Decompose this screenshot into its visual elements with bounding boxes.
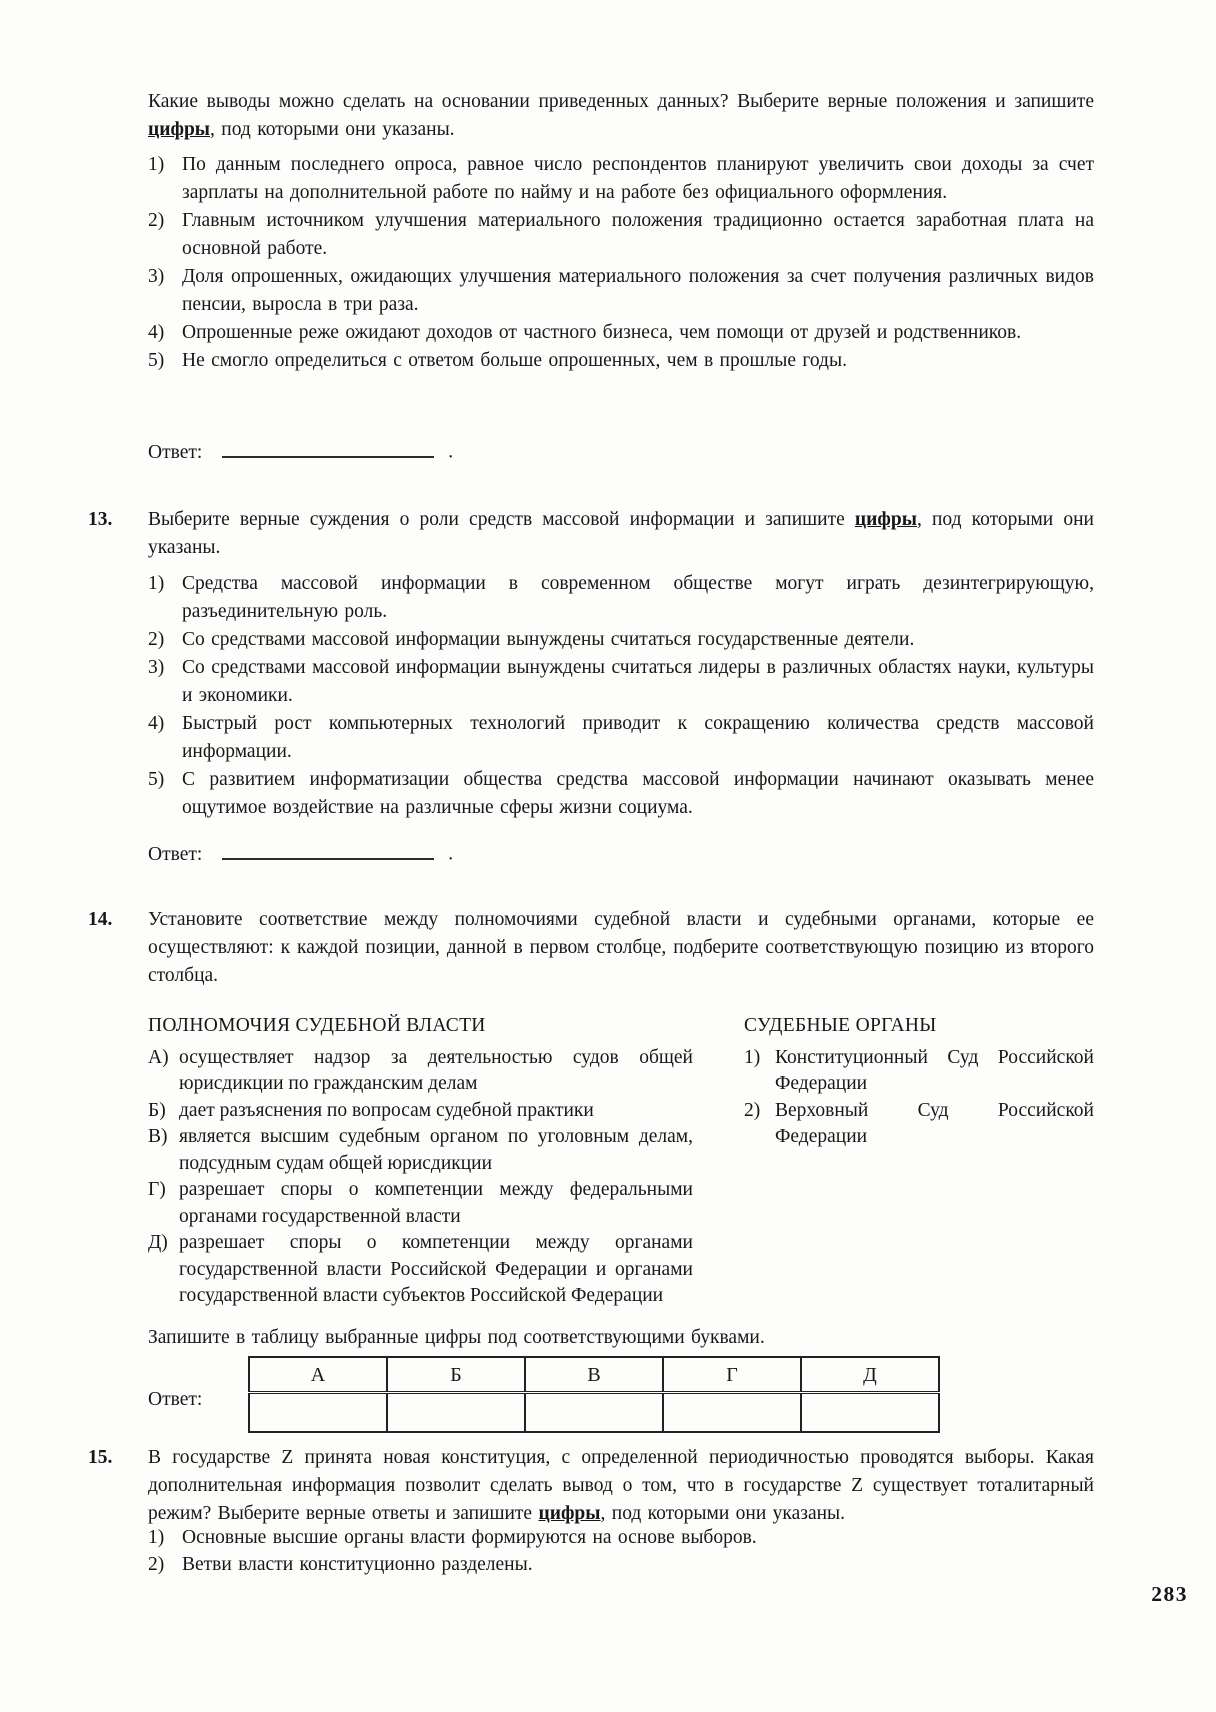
option-row	[148, 263, 1094, 319]
answer-label: Ответ:	[148, 1389, 203, 1410]
question-top-options	[148, 151, 1094, 375]
answer-table-input-row	[249, 1393, 939, 1433]
option-row	[148, 347, 1094, 375]
answer-period: .	[448, 843, 454, 865]
match-left-header: ПОЛНОМОЧИЯ СУДЕБНОЙ ВЛАСТИ	[148, 1015, 486, 1036]
question-14-stem-block	[88, 906, 1094, 990]
answer-table-header: Д	[801, 1357, 939, 1393]
match-item	[744, 1045, 1094, 1098]
answer-table	[248, 1356, 940, 1433]
option-row	[148, 1525, 1094, 1552]
option-row	[148, 570, 1094, 626]
stem-text-post: , под которыми они указаны.	[600, 1503, 846, 1524]
question-stem	[148, 506, 1094, 562]
question-14-columns	[148, 1013, 1094, 1310]
match-item-text: Верховный Суд Российской Федерации	[775, 1099, 1094, 1147]
option-text: По данным последнего опроса, равное число респондентов планируют увеличить свои доходы за счет зарплаты на дополнительной работе по найму и на работе без официального оформления.	[182, 154, 1094, 203]
option-number: 2)	[148, 629, 165, 650]
option-text: Ветви власти конституционно разделены.	[182, 1553, 533, 1575]
option-number: 1)	[148, 154, 165, 175]
answer-table-header: А	[249, 1357, 387, 1393]
option-number: 4)	[148, 322, 165, 343]
match-item-letter: Б)	[148, 1099, 166, 1121]
answer-table-header: Б	[387, 1357, 525, 1393]
question-number: 13.	[88, 509, 113, 530]
answer-row	[148, 838, 1094, 869]
match-item-letter: Г)	[148, 1179, 166, 1200]
option-row	[148, 1552, 1094, 1579]
answer-cell[interactable]	[801, 1393, 939, 1433]
option-number: 2)	[148, 210, 165, 231]
option-text: Со средствами массовой информации вынуждены считаться лидеры в различных областях науки, культуры и экономики.	[182, 657, 1094, 706]
answer-table-header: Г	[663, 1357, 801, 1393]
question-15-options	[148, 1525, 1094, 1578]
stem-text-pre: В государстве Z принята новая конституция, с определенной периодичностью проводятся выборы. Какая дополнительная информация позволит сделать вывод о том, что в государстве Z существует тоталитарный режим? Выберите верные ответы и запишите	[148, 1447, 1094, 1524]
option-row	[148, 710, 1094, 766]
stem-text-post: , под которыми они указаны.	[210, 119, 455, 140]
option-number: 4)	[148, 713, 165, 734]
question-14-answer-block	[148, 1356, 1094, 1433]
option-row	[148, 626, 1094, 654]
option-text: С развитием информатизации общества средства массовой информации начинают оказывать менее ощутимое воздействие на различные сферы жизни социума.	[182, 769, 1094, 818]
answer-label: Ответ:	[148, 843, 203, 865]
answer-cell[interactable]	[663, 1393, 801, 1433]
match-item-text: разрешает споры о компетенции между федеральными органами государственной власти	[179, 1179, 693, 1227]
option-number: 3)	[148, 657, 165, 678]
match-item	[148, 1230, 693, 1310]
match-item-text: осуществляет надзор за деятельностью судов общей юрисдикции по гражданским делам	[179, 1046, 693, 1094]
option-row	[148, 654, 1094, 710]
option-text: Со средствами массовой информации вынуждены считаться государственные деятели.	[182, 629, 915, 650]
question-stem: Установите соответствие между полномочиями судебной власти и судебными органами, которые ее осуществляют: к каждой позиции, данной в первом столбце, подберите соответствующую позицию из второго столбца.	[148, 909, 1094, 986]
match-left-column	[148, 1013, 693, 1310]
page-number: 283	[1151, 1582, 1188, 1606]
stem-text-post: , под которыми они указаны.	[148, 509, 1094, 558]
match-item-text: дает разъяснения по вопросам судебной практики	[179, 1099, 594, 1121]
option-text: Опрошенные реже ожидают доходов от частного бизнеса, чем помощи от друзей и родственников.	[182, 322, 1022, 343]
option-number: 5)	[148, 350, 165, 371]
match-right-header: СУДЕБНЫЕ ОРГАНЫ	[744, 1015, 937, 1036]
match-item-letter: А)	[148, 1046, 169, 1068]
match-item-number: 1)	[744, 1046, 761, 1068]
answer-cell[interactable]	[525, 1393, 663, 1433]
question-13-options	[148, 570, 1094, 822]
match-item-number: 2)	[744, 1099, 761, 1121]
option-text: Главным источником улучшения материального положения традиционно остается заработная плата на основной работе.	[182, 210, 1094, 259]
question-stem	[148, 1444, 1094, 1528]
option-text: Не смогло определиться с ответом больше опрошенных, чем в прошлые годы.	[182, 350, 847, 371]
stem-keyword: цифры	[854, 509, 917, 530]
match-item	[148, 1177, 693, 1230]
answer-cell[interactable]	[249, 1393, 387, 1433]
option-number: 3)	[148, 266, 165, 287]
answer-blank[interactable]	[222, 436, 434, 458]
option-number: 1)	[148, 573, 165, 594]
option-text: Основные высшие органы власти формируются на основе выборов.	[182, 1527, 757, 1548]
match-item	[148, 1098, 693, 1125]
question-top-stem-block	[148, 88, 1094, 144]
option-number: 1)	[148, 1527, 165, 1548]
question-stem	[148, 88, 1094, 144]
option-text: Быстрый рост компьютерных технологий приводит к сокращению количества средств массовой информации.	[182, 713, 1094, 762]
stem-text-pre: Выберите верные суждения о роли средств массовой информации и запишите	[148, 509, 855, 530]
match-item-text: является высшим судебным органом по уголовным делам, подсудным судам общей юрисдикции	[179, 1126, 693, 1174]
stem-text-pre: Какие выводы можно сделать на основании приведенных данных? Выберите верные положения и запишите	[148, 91, 1094, 112]
instruction-text: Запишите в таблицу выбранные цифры под соответствующими буквами.	[148, 1327, 765, 1348]
stem-keyword: цифры	[148, 119, 211, 140]
answer-table-header-row	[249, 1357, 939, 1393]
option-row	[148, 151, 1094, 207]
option-number: 5)	[148, 769, 165, 790]
answer-table-header: В	[525, 1357, 663, 1393]
match-item	[148, 1045, 693, 1098]
question-14-instruction	[148, 1324, 1094, 1352]
match-item-text: разрешает споры о компетенции между органами государственной власти Российской Федерации и органами государственной власти субъектов Российской Федерации	[179, 1232, 693, 1306]
question-15-stem-block	[88, 1444, 1094, 1528]
option-number: 2)	[148, 1553, 165, 1575]
answer-cell[interactable]	[387, 1393, 525, 1433]
option-row	[148, 766, 1094, 822]
question-number: 14.	[88, 909, 113, 930]
match-item-letter: Д)	[148, 1232, 168, 1253]
answer-label: Ответ:	[148, 441, 203, 463]
option-row	[148, 207, 1094, 263]
option-text: Средства массовой информации в современном обществе могут играть дезинтегрирующую, разъединительную роль.	[182, 573, 1094, 622]
match-right-column	[744, 1013, 1094, 1310]
question-number: 15.	[88, 1447, 113, 1468]
option-text: Доля опрошенных, ожидающих улучшения материального положения за счет получения различных видов пенсии, выросла в три раза.	[182, 266, 1094, 315]
answer-row	[148, 436, 1094, 467]
match-item-letter: В)	[148, 1126, 168, 1147]
question-13-stem-block	[88, 506, 1094, 562]
stem-keyword: цифры	[538, 1503, 601, 1524]
answer-blank[interactable]	[222, 838, 434, 860]
option-row	[148, 319, 1094, 347]
match-item-text: Конституционный Суд Российской Федерации	[775, 1046, 1094, 1094]
answer-period: .	[448, 441, 454, 463]
match-item	[744, 1098, 1094, 1151]
match-item	[148, 1124, 693, 1177]
